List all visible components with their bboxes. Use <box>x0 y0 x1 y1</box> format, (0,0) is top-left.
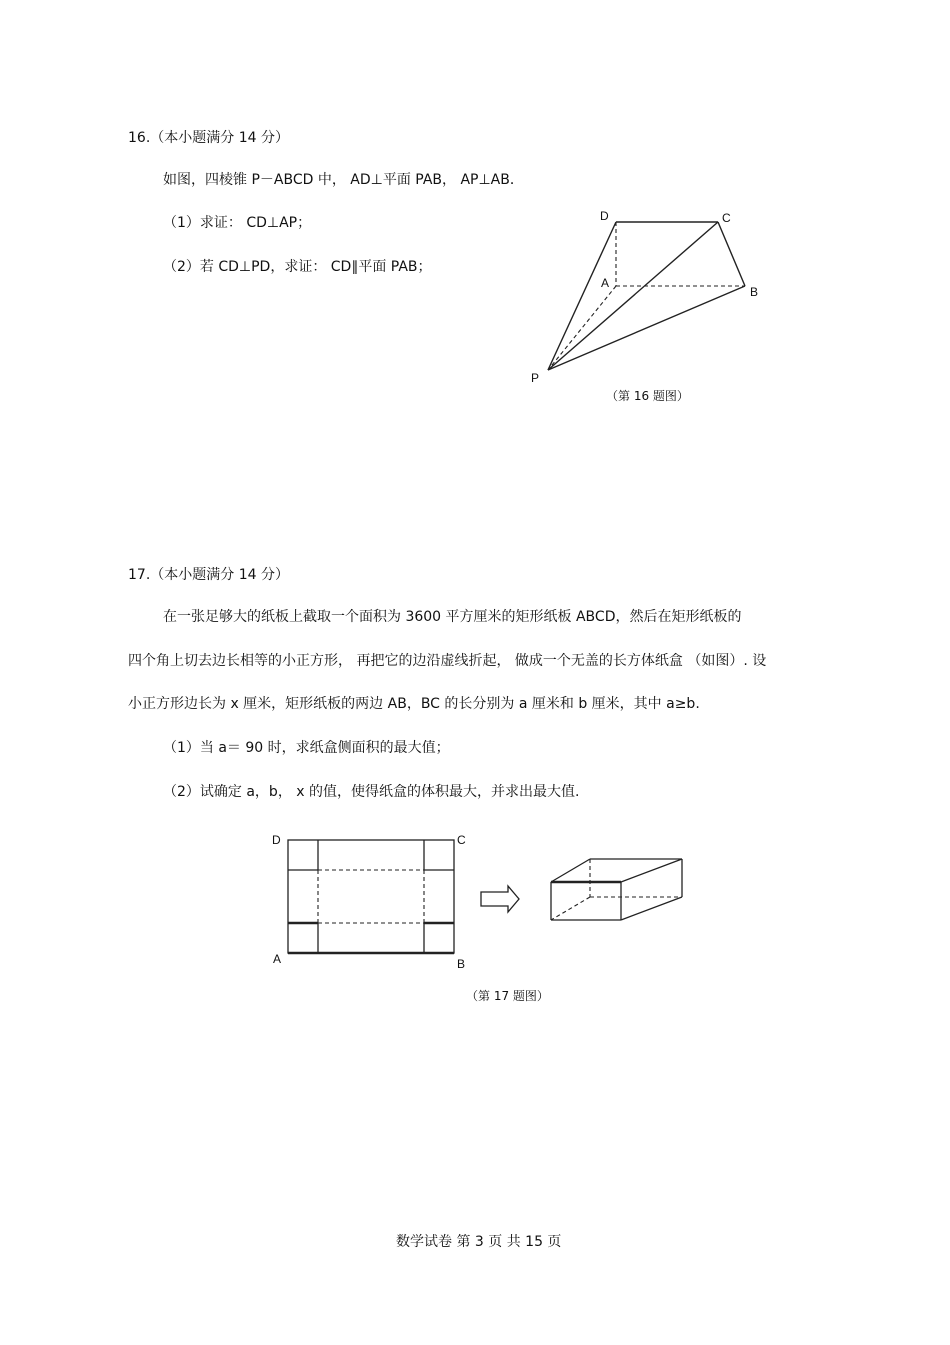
q16-part2: （2）若 CD⊥PD，求证： CD∥平面 PAB； <box>163 259 432 275</box>
q16-stem: 如图，四棱锥 P－ABCD 中， AD⊥平面 PAB， AP⊥AB． <box>163 172 524 188</box>
q17-header: 17.（本小题满分 14 分） <box>128 567 289 583</box>
label-a17: A <box>273 952 282 966</box>
label-d: D <box>600 209 609 223</box>
page-footer: 数学试卷 第 3 页 共 15 页 <box>396 1234 562 1250</box>
q17-part1: （1）当 a＝ 90 时，求纸盒侧面积的最大值； <box>163 740 450 756</box>
box-hidden-left <box>551 897 590 920</box>
label-a: A <box>601 276 610 290</box>
q16-part1: （1）求证： CD⊥AP； <box>163 215 312 231</box>
label-p: P <box>531 371 540 385</box>
q17-caption: （第 17 题图） <box>466 989 549 1003</box>
box-top-right <box>621 859 682 882</box>
q17-line2: 四个角上切去边长相等的小正方形， 再把它的边沿虚线折起， 做成一个无盖的长方体纸盒 （如图）. 设 <box>128 653 767 669</box>
board-outline <box>288 840 454 953</box>
label-b17: B <box>457 957 466 971</box>
label-c: C <box>722 211 731 225</box>
q17-line3: 小正方形边长为 x 厘米，矩形纸板的两边 AB，BC 的长分别为 a 厘米和 b 厘米，其中 a≥b. <box>128 696 700 712</box>
q16-caption: （第 16 题图） <box>606 389 689 403</box>
arrow-right-icon <box>481 886 519 912</box>
label-b: B <box>750 285 759 299</box>
label-c17: C <box>457 833 466 847</box>
q17-part2: （2）试确定 a，b， x 的值，使得纸盒的体积最大，并求出最大值. <box>163 784 580 800</box>
q16-header: 16.（本小题满分 14 分） <box>128 130 289 146</box>
box-bottom-right <box>621 897 682 920</box>
q17-line1: 在一张足够大的纸板上截取一个面积为 3600 平方厘米的矩形纸板 ABCD，然后在矩形纸板的 <box>163 609 742 625</box>
box-top-left <box>551 859 590 882</box>
label-d17: D <box>272 833 281 847</box>
